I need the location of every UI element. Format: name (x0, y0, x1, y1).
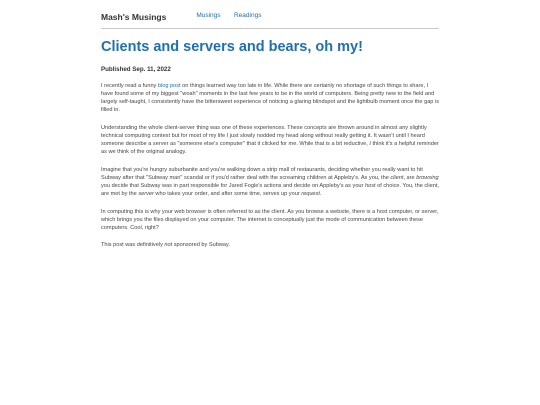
published-date: Published Sep. 11, 2022 (101, 66, 171, 74)
text: on things learned way too late in life. While there are certainly no shortage of such things to share, I have found some of my biggest "woah" moments in the last few years to be in the world of computers. Being pretty new to the field and largely self-taught, I consistently have the bittersweet experience of noticing a glaring blindspot and the lightbulb moment once the gap is filled in. (101, 83, 440, 114)
paragraph-4: In computing this is why your web browser is often referred to as the client. As you browse a website, there is a host computer, or server, which brings you the files displayed on your computer. The internet is conceptually just the mode of communication between these computers. Cool, right? (101, 208, 439, 231)
nav-link-readings[interactable]: Readings (233, 12, 262, 19)
paragraph-2: Understanding the whole client-server thing was one of these experiences. These concepts are thrown around in almost any slightly technical computing context but for most of my life I just slowly nodded my head along without really getting it. It wasn't until I heard someone describe a server as "someone else's computer" that it clicked for me. While that is a bit reductive, I think it's a helpful reminder as we think of the original analogy. (101, 125, 439, 155)
emphasis: browsing (416, 174, 439, 181)
post-title: Clients and servers and bears, oh my! (101, 39, 363, 55)
text: , are (403, 174, 417, 181)
emphasis: request (301, 190, 320, 197)
text: sponsored by Subway. (172, 242, 230, 249)
text: you decide that Subway was in part responsible for Jared Fogle's actions and decide on Appleby's as your (101, 182, 365, 189)
paragraph-5 (101, 242, 439, 250)
text: Imagine that you're hungry suburbanite and you're walking down a strip mall of restaurants, deciding whether you really want to hit Subway after that "Subway man" scandal or if you'd rather deal with the screaming children at Appleby's. As you, the (101, 166, 423, 181)
blog-post-link[interactable]: blog post (157, 83, 181, 90)
emphasis: server (138, 190, 154, 197)
nav-link-musings[interactable]: Musings (196, 12, 221, 19)
paragraph-1 (101, 83, 439, 115)
text: I recently read a funny (101, 83, 158, 90)
emphasis: host (364, 182, 376, 189)
emphasis: client (390, 174, 404, 181)
text: of choice. You, the client, are met by the (101, 182, 439, 197)
emphasis: not (164, 242, 173, 249)
site-title[interactable]: Mash's Musings (101, 12, 167, 22)
text: . (319, 190, 322, 197)
site-header (101, 0, 439, 29)
main-nav (196, 6, 270, 24)
text: This post was definitively (101, 242, 165, 249)
page-container (101, 0, 439, 250)
text: who takes your order, and after some time, serves up your (153, 190, 302, 197)
paragraph-3 (101, 167, 439, 199)
